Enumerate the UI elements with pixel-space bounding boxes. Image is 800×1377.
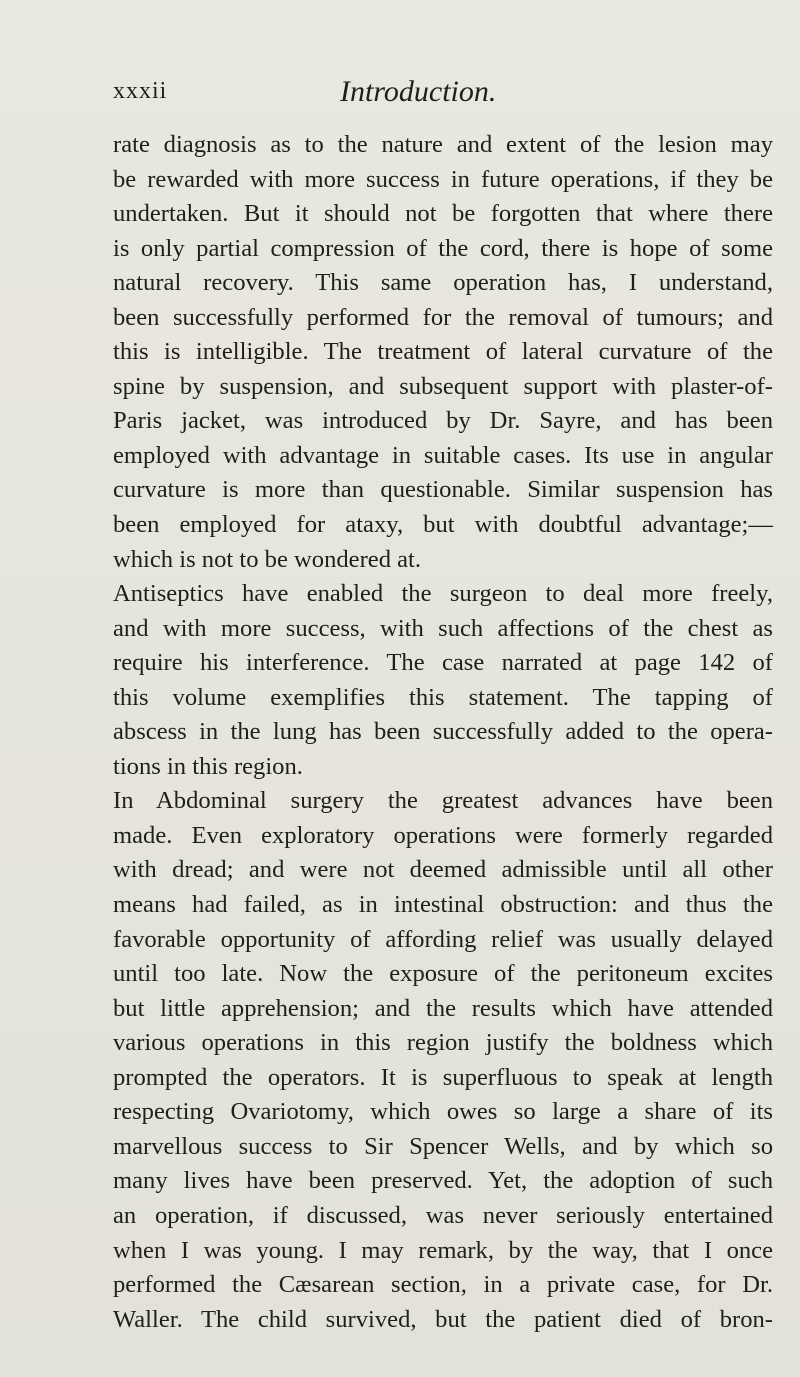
running-head <box>113 75 713 118</box>
text-line-17: this volume exemplifies this statement. The tapping of <box>113 683 773 711</box>
text-line-5: natural recovery. This same operation has, I understand, <box>113 269 773 297</box>
text-line-18: abscess in the lung has been successfully added to the opera- <box>113 718 773 746</box>
text-line-24: favorable opportunity of affording relief was usually delayed <box>113 925 773 953</box>
text-line-23: means had failed, as in intestinal obstruction: and thus the <box>113 891 773 919</box>
text-line-6: been successfully performed for the removal of tumours; and <box>113 303 773 331</box>
text-line-2: be rewarded with more success in future operations, if they be <box>113 165 773 193</box>
text-line-9: Paris jacket, was introduced by Dr. Sayre, and has been <box>113 407 773 435</box>
text-line-32: an operation, if discussed, was never seriously entertained <box>113 1201 773 1229</box>
text-line-20: In Abdominal surgery the greatest advances have been <box>113 787 773 815</box>
running-title: Introduction. <box>340 75 497 108</box>
text-line-31: many lives have been preserved. Yet, the adoption of such <box>113 1167 773 1195</box>
text-line-4: is only partial compression of the cord, there is hope of some <box>113 234 773 262</box>
text-line-21: made. Even exploratory operations were formerly regarded <box>113 821 773 849</box>
text-line-3: undertaken. But it should not be forgotten that where there <box>113 200 773 228</box>
text-line-8: spine by suspension, and subsequent support with plaster-of- <box>113 372 773 400</box>
text-line-10: employed with advantage in suitable cases. Its use in angular <box>113 441 773 469</box>
page-number: xxxii <box>113 78 168 104</box>
text-line-28: prompted the operators. It is superfluous to speak at length <box>113 1063 773 1091</box>
text-line-34: performed the Cæsarean section, in a private case, for Dr. <box>113 1271 773 1299</box>
text-line-25: until too late. Now the exposure of the peritoneum excites <box>113 960 773 988</box>
text-line-22: with dread; and were not deemed admissible until all other <box>113 856 773 884</box>
text-line-7: this is intelligible. The treatment of lateral curvature of the <box>113 338 773 366</box>
body-text <box>113 128 773 1337</box>
text-line-1: rate diagnosis as to the nature and extent of the lesion may <box>113 131 773 158</box>
text-line-12: been employed for ataxy, but with doubtful advantage;— <box>113 511 773 539</box>
text-line-15: and with more success, with such affections of the chest as <box>113 614 773 642</box>
text-line-16: require his interference. The case narrated at page 142 of <box>113 649 773 677</box>
text-line-29: respecting Ovariotomy, which owes so large a share of its <box>113 1098 773 1126</box>
text-line-33: when I was young. I may remark, by the way, that I once <box>113 1236 773 1264</box>
text-line-30: marvellous success to Sir Spencer Wells, and by which so <box>113 1132 773 1160</box>
text-line-11: curvature is more than questionable. Similar suspension has <box>113 476 773 504</box>
text-line-26: but little apprehension; and the results which have attended <box>113 994 773 1022</box>
text-line-27: various operations in this region justify the boldness which <box>113 1029 773 1057</box>
text-line-35: Waller. The child survived, but the patient died of bron- <box>113 1305 773 1333</box>
text-line-19: tions in this region. <box>113 752 303 780</box>
text-line-14: Antiseptics have enabled the surgeon to deal more freely, <box>113 580 773 608</box>
text-line-13: which is not to be wondered at. <box>113 545 422 573</box>
